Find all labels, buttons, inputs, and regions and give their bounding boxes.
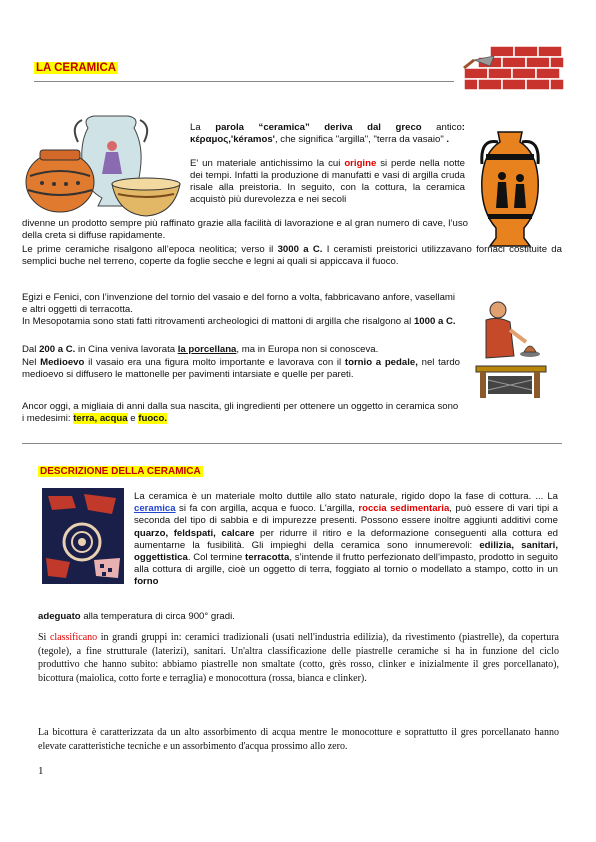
pottery-vases-image <box>22 106 184 218</box>
page-number: 1 <box>38 765 44 777</box>
brick-wall-image <box>460 40 570 98</box>
ingredients-paragraph: Ancor oggi, a migliaia di anni dalla sua nascita, gli ingredienti per ottenere un oggetto in ceramica sono i medesimi: terra, acqua e fuoco. <box>22 401 459 424</box>
intro-paragraph: La parola “ceramica” deriva dal greco antico: κέραμος,'kéramos', che significa "argilla", "terra da vasaio" . <box>190 122 465 145</box>
temperature-line: adeguato alla temperatura di circa 900° gradi. <box>38 611 235 622</box>
china-paragraph: Dal 200 a C. in Cina veniva lavorata la porcellana, ma in Europa non si conosceva. <box>22 344 379 355</box>
title-rule <box>34 81 454 82</box>
section-title-descrizione: DESCRIZIONE DELLA CERAMICA <box>40 466 201 477</box>
section-title-ceramica: LA CERAMICA <box>36 62 117 74</box>
medieval-paragraph: Nel Medioevo il vasaio era una figura molto importante e lavorava con il tornio a pedale, nel tardo medioevo si diffusero le mattonelle per pavimenti intarsiate e quelle per pareti. <box>22 357 460 380</box>
mesopotamia-paragraph: In Mesopotamia sono stati fatti ritrovamenti archeologici di mattoni di argilla che risalgono al 1000 a C. <box>22 316 456 327</box>
description-paragraph: La ceramica è un materiale molto duttile allo stato naturale, rigido dopo la fase di cottura. ... La ceramica si fa con argilla, acqua e fuoco. L'argilla, roccia sedimentaria, può essere di vari tipi a seconda del tipo di sabbia e di impurezze presenti. Possono essere inoltre aggiunti additivi come quarzo, feldspati, calcare per ridurre il ritiro e la deformazione conseguenti alla cottura ed aumentarne la fusibilità. Gli impieghi della ceramica sono innumerevoli: edilizia, sanitari, oggettistica. Col termine terracotta, s’intende il frutto perfezionato dell’impasto, prodotto in seguito alla cottura di argille, cioè un oggetto di terra, foggiato al tornio o modellato a stampo, cotto in un forno <box>134 491 558 588</box>
decorative-tile-image <box>42 488 124 584</box>
potter-wheel-image <box>472 296 552 400</box>
bicottura-paragraph: La bicottura è caratterizzata da un alto assorbimento di acqua mentre le monocotture e soprattutto il gres porcellanato hanno elevate caratteristiche tecniche e un assorbimento d'acqua prossimo allo zero. <box>38 727 559 752</box>
refinement-paragraph: divenne un prodotto sempre più raffinato grazie alla facilità di lavorazione e al gran numero di cave, l’uso della creta si diffuse rapidamente. <box>22 218 468 241</box>
classification-paragraph: Si classificano in grandi gruppi in: ceramici tradizionali (usati nell'industria edilizia), da rivestimento (piastrelle), da copertura (tegole), a fine strutturale (laterizi), sanitari. Un'altra classificazione delle piastrelle ceramiche si ha in funzione del ciclo produttivo che hanno subito: abbiamo piastrelle non smaltate (cotto, grès rosso, clinker e inizialmente il gres porcellanato), bicottura (maiolica, cotto forte e terraglia) e monocottura (rossa, bianca e clinker). <box>38 632 559 684</box>
origin-paragraph: E' un materiale antichissimo la cui origine si perde nella notte dei tempi. Infatti la produzione di manufatti e vasi di argilla cruda risale alla preistoria. In seguito, con la cottura, la ceramica acquistò più durevolezza e nei secoli <box>190 158 465 205</box>
amphora-image <box>474 128 546 250</box>
neolithic-paragraph: Le prime ceramiche risalgono all’epoca neolitica; verso il 3000 a C. I ceramisti preistorici utilizzavano fornaci costituite da semplici buche nel terreno, coperte da foglie secche e legni ai quali si appiccava il fuoco. <box>22 244 562 267</box>
section-divider <box>22 443 562 444</box>
egyptians-paragraph: Egizi e Fenici, con l’invenzione del tornio del vasaio e del forno a volta, fabbricavano anfore, vasellami e altri oggetti di terracotta. <box>22 292 456 315</box>
